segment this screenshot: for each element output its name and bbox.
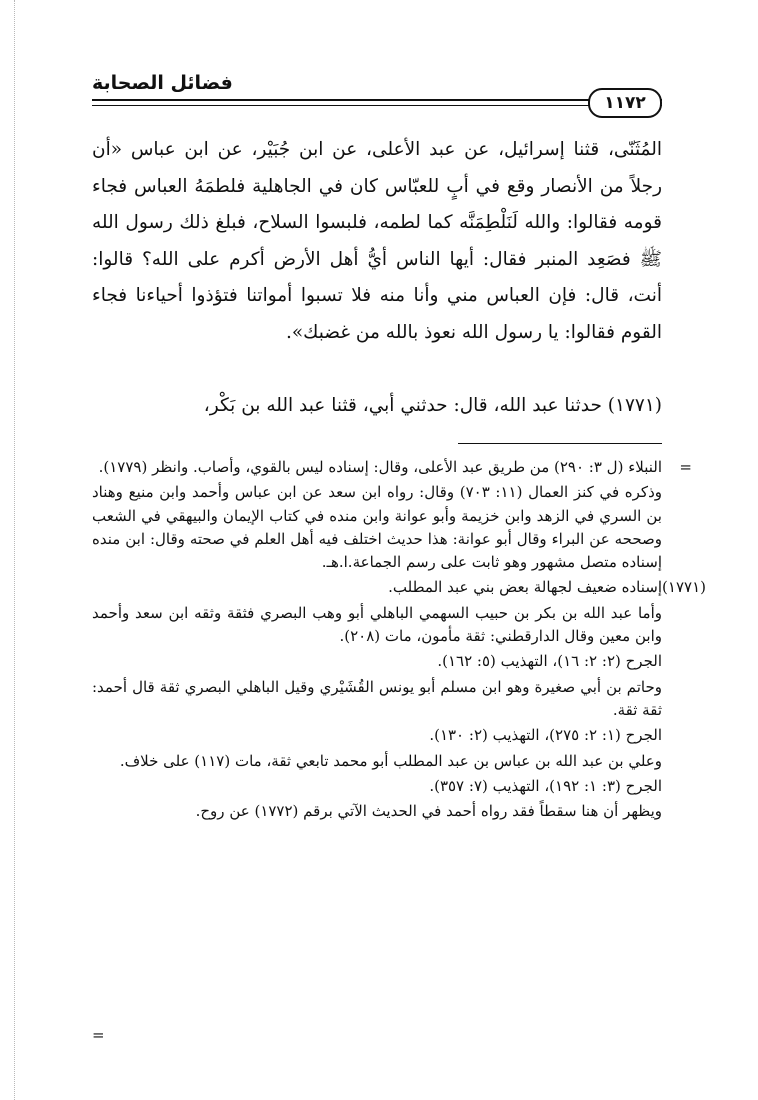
continuation-end-marker: = (92, 1026, 105, 1044)
footnote-line: وحاتم بن أبي صغيرة وهو ابن مسلم أبو يونس القُشَيْري وقيل الباهلي البصري ثقة قال أحمد: ثقة ثقة. (92, 677, 662, 719)
hadith-1771-start: (١٧٧١) حدثنا عبد الله، قال: حدثني أبي، قثنا عبد الله بن بَكْر، (203, 395, 662, 416)
footnote-line: الجرح (١: ٢: ٢٧٥)، التهذيب (٢: ١٣٠). (429, 726, 662, 745)
footnote-line: وأما عبد الله بن بكر بن حبيب السهمي الباهلي أبو وهب البصري فثقة وثقه ابن سعد وأحمد وابن معين وقال الدارقطني: ثقة مأمون، مات (٢٠٨). (92, 603, 662, 646)
footnote-1771 (92, 576, 706, 823)
page-header (92, 72, 662, 113)
continuation-marker: = (679, 458, 692, 476)
footnote-continued (92, 456, 692, 574)
hadith-text-paragraph: المُثَنّى، قثنا إسرائيل، عن عبد الأعلى، عن ابن جُبَيْر، عن ابن عباس «أن رجلاً من الأنصار وقع في أبٍ للعبّاس كان في الجاهلية فلطمَهُ العباس فجاء قومه فقالوا: والله لَنَلْطِمَنَّه كما لطمه، فلبسوا السلاح، فبلغ ذلك رسول الله ﷺ فصَعِد المنبر فقال: أيها الناس أيُّ أهل الأرض أكرم على الله؟ قالوا: أنت، قال: فإن العباس مني وأنا منه فلا تسبوا أمواتنا فتؤذوا أحياءنا فجاء القوم فقالوا: يا رسول الله نعوذ بالله من غضبك». (92, 139, 662, 343)
running-title: فضائل الصحابة (92, 72, 237, 94)
footnote-number: (١٧٧١) (662, 578, 706, 597)
footnote-line: ويظهر أن هنا سقطاً فقد رواه أحمد في الحديث الآتي برقم (١٧٧٢) عن روح. (195, 802, 662, 821)
header-rule (92, 99, 662, 101)
footnote-line: الجرح (٢: ٢: ١٦)، التهذيب (٥: ١٦٢). (437, 652, 662, 671)
footnotes-section (92, 456, 706, 825)
binding-edge-line (14, 0, 16, 1100)
footnote-separator (458, 443, 662, 444)
main-text (92, 132, 662, 351)
footnote-line: وذكره في كنز العمال (١١: ٧٠٣) وقال: رواه ابن سعد عن ابن عباس وأحمد وابن منيع وهناد بن السري في الزهد وابن خزيمة وأبو عوانة وابن منده في كتاب الإيمان والبيهقي في الشعب وصححه عن البراء وقال أبو عوانة: هذا حديث اختلف فيه أهل العلم في صحته وقال: ابن منده إسناده متصل مشهور وهو ثابت على رسم الجماعة.ا.هـ. (92, 483, 662, 572)
footnote-line: وعلي بن عبد الله بن عباس بن عبد المطلب أبو محمد تابعي ثقة، مات (١١٧) على خلاف. (119, 751, 662, 770)
footnote-line: الجرح (٣: ١: ١٩٢)، التهذيب (٧: ٣٥٧). (429, 776, 662, 795)
footnote-line: النبلاء (ل ٣: ٢٩٠) من طريق عبد الأعلى، وقال: إسناده ليس بالقوي، وأصاب. وانظر (١٧٧٩). (98, 458, 662, 476)
page-number: ١١٧٢ (588, 88, 662, 118)
footnote-line: إسناده ضعيف لجهالة بعض بني عبد المطلب. (388, 578, 662, 597)
header-rule-thin (92, 105, 662, 106)
